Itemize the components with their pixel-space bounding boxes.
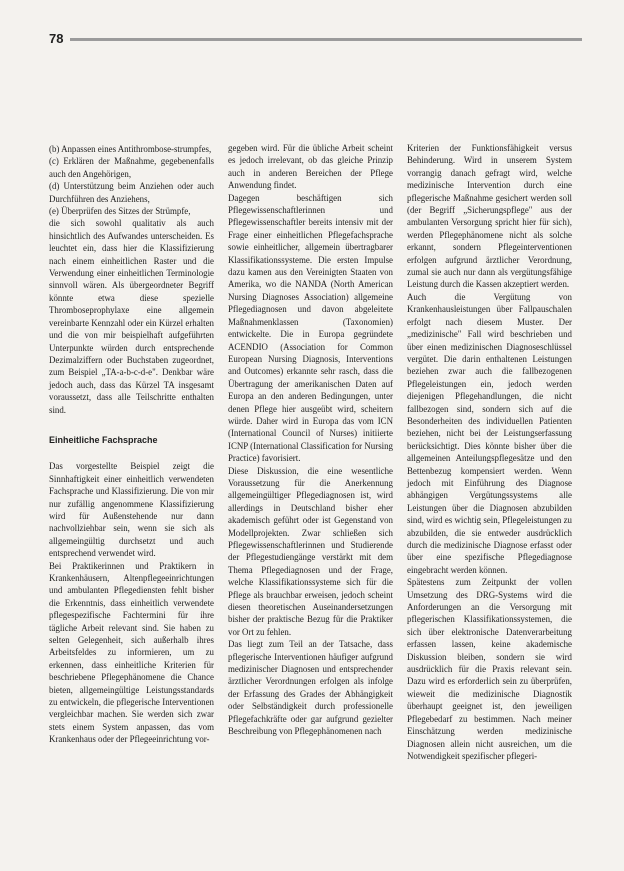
body-paragraph: Diese Diskussion, die eine wesentliche Voraussetzung für die Anerkennung allgemeingültiger Pflegediagnosen ist, wird allerdings in Deutschland bisher eher akademisch geführt oder ist Gegenstand von Modellprojekten. Zwar schließen sich Pflegewissenschaftlerinnen und Studierende der Pflegestudiengänge verstärkt mit dem Thema Pflegediagnosen und der Frage, welche Klassifikationssysteme sich für die Pflege als brauchbar erweisen, jedoch scheint diesen theoretischen Auseinandersetzungen bisher der praktische Bezug für die Praktiker vor Ort zu fehlen. [228, 465, 393, 637]
body-paragraph: Dagegen beschäftigen sich Pflegewissenschaftlerinnen und Pflegewissenschaftler bereits intensiv mit der Frage einer einheitlichen Pflegefachsprache sowie einheitlicher, allgemein übertragbarer Klassifikationssysteme. Die ersten Impulse dazu kamen aus den Vereinigten Staaten von Amerika, wo die NANDA (North American Nursing Diagnoses Association) allgemeine Pflegediagnosen und davon abgeleitete Maßnahmenklassen (Taxonomien) entwickelte. Die in Europa gegründete ACENDIO (Association for Common European Nursing Diagnosis, Interventions and Outcomes) erkannte sehr rasch, dass die Übertragung der amerikanischen Daten auf Europa an den anderen Bedingungen, unter denen Pflege hier ausgeübt wird, scheitern würde. Daher wird in Europa das vom ICN (International Council of Nurses) initiierte ICNP (International Classification for Nursing Practice) favorisiert. [228, 192, 393, 464]
body-paragraph: die sich sowohl qualitativ als auch hinsichtlich des Aufwandes unterscheiden. Es leuchtet ein, dass hier die Klassifizierung nach einem einheitlichen Raster und die Verwendung einer einheitlichen Terminologie sinnvoll wären. Als übergeordneter Begriff könnte etwa diese spezielle Thromboseprophylaxe eine allgemein vereinbarte Kennzahl oder ein Kürzel erhalten und die von mir beispielhaft aufgeführten Unterpunkte würden durch entsprechende Dezimalziffern oder Buchstaben zugeordnet, zum Beispiel „TA-a-b-c-d-e". Denkbar wäre jedoch auch, dass das Kürzel TA insgesamt voraussetzt, dass alle Teilschritte enthalten sind. [49, 218, 214, 415]
text-column-3 [407, 142, 572, 762]
body-paragraph: gegeben wird. Für die übliche Arbeit scheint es jedoch irrelevant, ob das gleiche Prinzip auch in anderen Bereichen der Pflege Anwendung findet. [228, 143, 393, 191]
body-paragraph: Das liegt zum Teil an der Tatsache, dass pflegerische Interventionen häufiger aufgrund medizinischer Diagnosen und entsprechender ärztlicher Verordnungen erfolgen als infolge der Erfassung des Grades der Abhängigkeit oder Selbständigkeit durch professionelle Pflegefachkräfte oder gar aufgrund gezielter Beschreibung von Pflegephänomenen nach [228, 639, 393, 737]
page-number: 78 [49, 31, 64, 46]
body-paragraph: Spätestens zum Zeitpunkt der vollen Umsetzung des DRG-Systems wird die Anforderungen an die Versorgung mit pflegerischen Klassifikationssystemen, die sich über elektronische Datenverarbeitung erfassen lassen, keine akademische Diskussion bleiben, sondern sie wird ausdrücklich für die Praxis relevant sein. Dazu wird es erforderlich sein zu überprüfen, wieweit die medizinische Diagnostik überhaupt geeignet ist, den jeweiligen Pflegebedarf zu bestimmen. Nach meiner Einschätzung werden medizinische Diagnosen allein nicht ausreichen, um die Notwendigkeit spezifischer pflegeri- [407, 577, 572, 761]
list-item: (d) Unterstützung beim Anziehen oder auch Durchführen des Anziehens, [49, 181, 214, 204]
header-rule [70, 38, 582, 41]
list-item: (e) Überprüfen des Sitzes der Strümpfe, [49, 206, 191, 217]
body-paragraph: Auch die Vergütung von Krankenhausleistungen über Fallpauschalen erfolgt nach diesem Muster. Der „medizinische" Fall wird beschrieben und über einen medizinischen Diagnoseschlüssel vergütet. Die darin enthaltenen Leistungen beziehen zwar auch die fallbezogenen Pflegeleistungen ein, jedoch werden diejenigen Pflegehandlungen, die nicht fallbezogen sind, sondern sich auf die Besonderheiten des individuellen Patienten beziehen, nicht bei der Leistungserfassung berücksichtigt. Dies könnte bisher über die allgemeinen Anteilungspflegesätze und den Bettenbezug kompensiert werden. Wenn jedoch mit Einführung des Diagnose abhängigen Vergütungssystems alle Leistungen über die Diagnosen abzubilden sind, wird es wichtig sein, Pflegeleistungen zu abzubilden, die sie entweder ausdrücklich durch die medizinische Diagnose erfasst oder über eine spezifische Pflegediagnose eingebracht werden können. [407, 291, 572, 575]
text-column-2 [228, 142, 393, 738]
list-item: (b) Anpassen eines Antithrombose-strumpfes, [49, 144, 212, 154]
section-heading: Einheitliche Fachsprache [49, 434, 158, 445]
body-paragraph: Bei Praktikerinnen und Praktikern in Krankenhäusern, Altenpflegeeinrichtungen und ambulanten Pflegediensten fehlt bisher die Erkenntnis, dass einheitlich verwendete pflegespezifische Fachtermini für ihre tägliche Arbeit relevant sind. Sie haben zu selten Gelegenheit, sich außerhalb ihres Arbeitsfeldes zu informieren, um zu erkennen, dass einheitliche Kriterien für beschriebene Pflegephänomene die Chance bieten, allgemeingültige Leistungsstandards zu entwickeln, die pflegerische Interventionen vergleichbar machen. Sie werden sich zwar stets einem System anpassen, das vom Krankenhaus oder der Pflegeeinrichtung vor- [49, 560, 214, 745]
text-column-1 [49, 143, 214, 746]
list-item: (c) Erklären der Maßnahme, gegebenenfalls auch den Angehörigen, [49, 156, 214, 179]
body-paragraph: Das vorgestellte Beispiel zeigt die Sinnhaftigkeit einer einheitlich verwendeten Fachsprache und Klassifizierung. Die von mir nur zufällig angenommene Klassifizierung wird für Außenstehende nur dann nachvollziehbar sein, wenn sie sich als allgemeingültig durchsetzt und auch entsprechend verwendet wird. [49, 461, 214, 559]
body-paragraph: Kriterien der Funktionsfähigkeit versus Behinderung. Wird in unserem System vorrangig danach gefragt wird, welche medizinische Intervention durch eine pflegerische Maßnahme gesichert werden soll (der Begriff „Sicherungspflege" aus der ambulanten Versorgung spricht hier für sich), werden Pflegephänomene nicht als solche erkannt, sondern Pflegeinterventionen erfolgen aufgrund ärztlicher Verordnung, zumal sie auch nur dann als vergütungsfähige Leistung durch die Kassen akzeptiert werden. [407, 143, 572, 290]
